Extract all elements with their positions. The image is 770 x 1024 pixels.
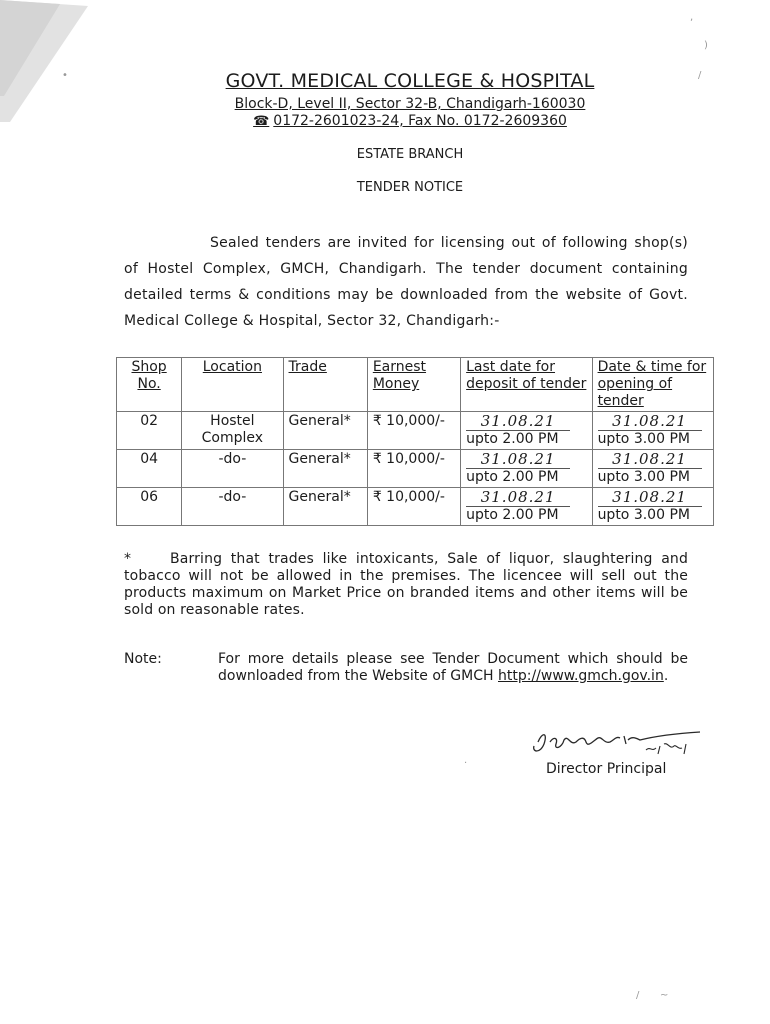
institution-title: GOVT. MEDICAL COLLEGE & HOSPITAL xyxy=(225,70,595,92)
handwritten-date: 31.08.21 xyxy=(466,413,570,431)
phone-icon: ☎ xyxy=(253,114,270,129)
signatory-title: Director Principal xyxy=(546,761,667,777)
website-link[interactable]: http://www.gmch.gov.in xyxy=(498,668,664,684)
contact-numbers: 0172-2601023-24, Fax No. 0172-2609360 xyxy=(273,113,567,129)
header-cell: Earnest Money xyxy=(367,358,460,412)
shop-no-cell: 02 xyxy=(117,412,182,450)
scan-speck: • xyxy=(62,70,68,81)
handwritten-signature xyxy=(528,728,708,758)
scan-speck: ) xyxy=(704,40,708,51)
opening-date-cell xyxy=(592,412,713,450)
scan-speck: / xyxy=(636,990,640,1001)
header-cell: Trade xyxy=(283,358,367,412)
table-header-row xyxy=(117,358,714,412)
trade-cell: General* xyxy=(283,488,367,526)
header-cell: Shop No. xyxy=(117,358,182,412)
deadline-time: upto 2.00 PM xyxy=(466,431,559,447)
opening-date-cell xyxy=(592,488,713,526)
trade-cell: General* xyxy=(283,450,367,488)
header-cell: Location xyxy=(182,358,283,412)
note-text: For more details please see Tender Document which should be downloaded from the Website of GMCH xyxy=(218,651,688,684)
location-cell: -do- xyxy=(182,488,283,526)
deadline-time: upto 2.00 PM xyxy=(466,469,559,485)
table-row xyxy=(117,450,714,488)
scan-speck: , xyxy=(690,12,694,23)
intro-text: Sealed tenders are invited for licensing out of following shop(s) of Hostel Complex, GMCH, Chandigarh. The tender document containing detailed terms & conditions may be downloaded from the website of Govt. Medical College & Hospital, Sector 32, Chandigarh:- xyxy=(124,235,688,329)
shop-no-cell: 06 xyxy=(117,488,182,526)
last-date-cell xyxy=(461,412,592,450)
opening-time: upto 3.00 PM xyxy=(597,507,690,523)
opening-time: upto 3.00 PM xyxy=(597,469,690,485)
contact-line xyxy=(0,113,770,129)
earnest-money-cell: ₹ 10,000/- xyxy=(367,412,460,450)
institution-address: Block-D, Level II, Sector 32-B, Chandigarh-160030 xyxy=(234,96,586,112)
intro-paragraph xyxy=(124,230,688,334)
note-suffix: . xyxy=(663,668,669,684)
footnote-text: Barring that trades like intoxicants, Sale of liquor, slaughtering and tobacco will not be allowed in the premises. The licencee will sell out the products maximum on Market Price on branded items and other items will be sold on reasonable rates. xyxy=(124,551,688,618)
location-cell: -do- xyxy=(182,450,283,488)
scan-speck: / xyxy=(698,70,702,81)
header-cell: Last date for deposit of tender xyxy=(461,358,592,412)
handwritten-date: 31.08.21 xyxy=(598,451,702,469)
table-row xyxy=(117,488,714,526)
location-cell: Hostel Complex xyxy=(182,412,283,450)
handwritten-date: 31.08.21 xyxy=(466,451,570,469)
tender-table xyxy=(116,357,714,526)
notice-title: TENDER NOTICE xyxy=(356,180,464,195)
scan-speck: ~ xyxy=(660,990,669,1001)
opening-time: upto 3.00 PM xyxy=(597,431,690,447)
opening-date-cell xyxy=(592,450,713,488)
shop-no-cell: 04 xyxy=(117,450,182,488)
earnest-money-cell: ₹ 10,000/- xyxy=(367,450,460,488)
deadline-time: upto 2.00 PM xyxy=(466,507,559,523)
trade-cell: General* xyxy=(283,412,367,450)
handwritten-date: 31.08.21 xyxy=(598,413,702,431)
header-cell: Date & time for opening of tender xyxy=(592,358,713,412)
note-body xyxy=(218,651,688,685)
branch-name: ESTATE BRANCH xyxy=(356,147,464,162)
last-date-cell xyxy=(461,488,592,526)
table-row xyxy=(117,412,714,450)
earnest-money-cell: ₹ 10,000/- xyxy=(367,488,460,526)
scan-speck: · xyxy=(464,758,468,769)
handwritten-date: 31.08.21 xyxy=(598,489,702,507)
last-date-cell xyxy=(461,450,592,488)
note-label: Note: xyxy=(124,651,162,667)
footnote-marker: * xyxy=(124,551,132,567)
handwritten-date: 31.08.21 xyxy=(466,489,570,507)
footnote xyxy=(124,551,688,619)
